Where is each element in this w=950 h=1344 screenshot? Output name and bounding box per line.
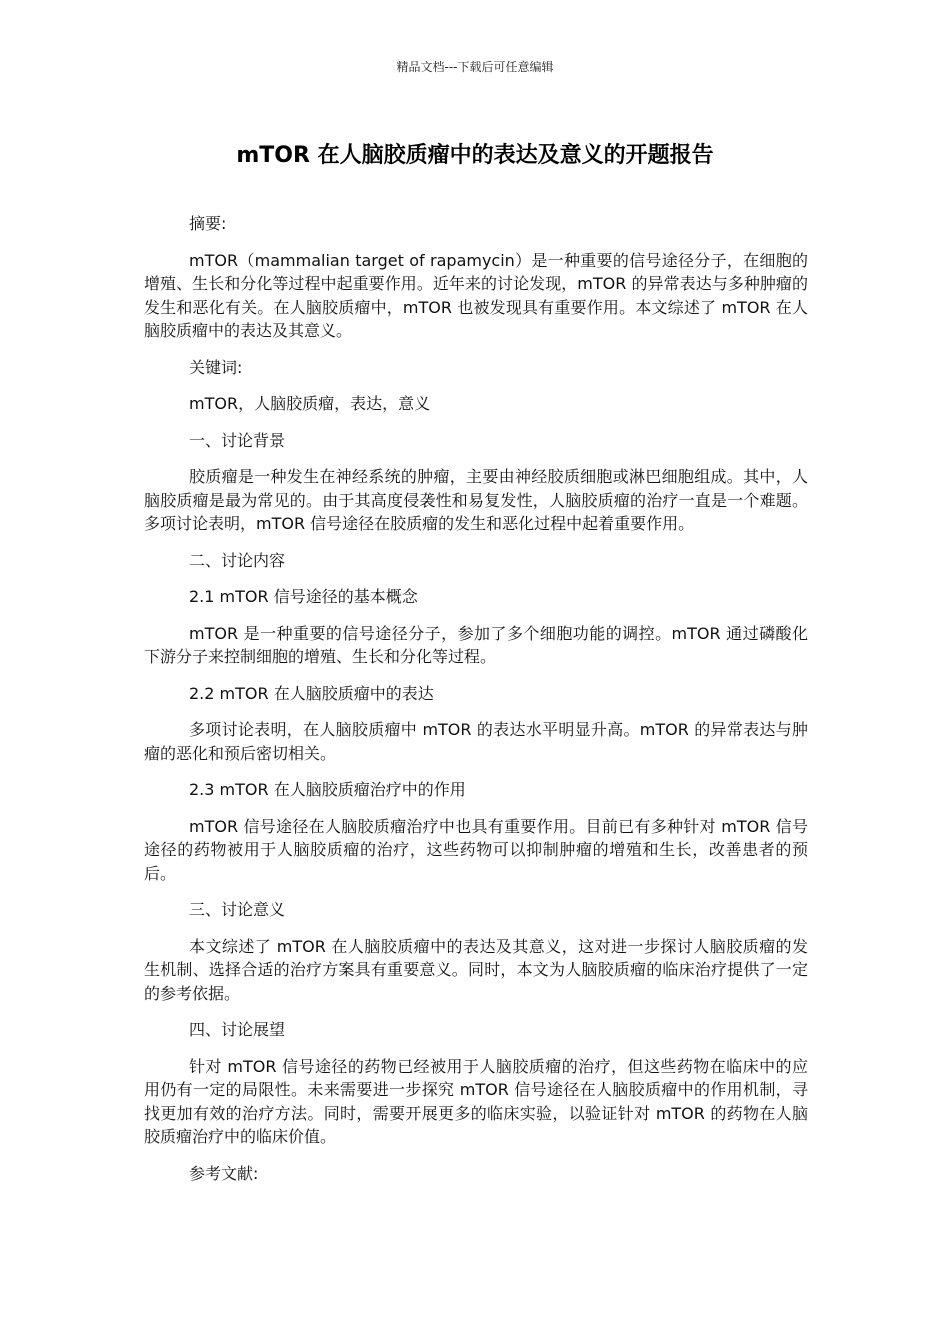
document-body (144, 212, 808, 1198)
keywords-label: 关键词: (189, 357, 243, 377)
keywords-text: mTOR，人脑胶质瘤，表达，意义 (189, 394, 431, 413)
section-heading-content: 二、讨论内容 (189, 550, 286, 570)
document-title: mTOR 在人脑胶质瘤中的表达及意义的开题报告 (236, 143, 714, 168)
section-paragraph-background: 胶质瘤是一种发生在神经系统的肿瘤，主要由神经胶质细胞或淋巴细胞组成。其中，人脑胶质瘤是最为常见的。由于其高度侵袭性和易复发性，人脑胶质瘤的治疗一直是一个难题。多项讨论表明，mTOR 信号途径在胶质瘤的发生和恶化过程中起着重要作用。 (144, 467, 808, 533)
abstract-paragraph: mTOR（mammalian target of rapamycin）是一种重要的信号途径分子，在细胞的增殖、生长和分化等过程中起重要作用。近年来的讨论发现，mTOR 的异常表达与多种肿瘤的发生和恶化有关。在人脑胶质瘤中，mTOR 也被发现具有重要作用。本文综述了 mTOR 在人脑胶质瘤中的表达及其意义。 (144, 250, 808, 340)
section-heading-background: 一、讨论背景 (189, 430, 286, 450)
subsection-paragraph-2-1: mTOR 是一种重要的信号途径分子，参加了多个细胞功能的调控。mTOR 通过磷酸化下游分子来控制细胞的增殖、生长和分化等过程。 (144, 623, 808, 666)
section-heading-significance: 三、讨论意义 (189, 900, 286, 919)
subsection-heading-2-1: 2.1 mTOR 信号途径的基本概念 (189, 587, 418, 606)
subsection-heading-2-2: 2.2 mTOR 在人脑胶质瘤中的表达 (189, 683, 434, 703)
subsection-paragraph-2-3: mTOR 信号途径在人脑胶质瘤治疗中也具有重要作用。目前已有多种针对 mTOR 信号途径的药物被用于人脑胶质瘤的治疗，这些药物可以抑制肿瘤的增殖和生长，改善患者的预后。 (144, 816, 808, 883)
abstract-label: 摘要: (189, 214, 227, 233)
page-header-note: 精品文档---下载后可任意编辑 (396, 60, 554, 74)
section-paragraph-significance: 本文综述了 mTOR 在人脑胶质瘤中的表达及其意义，这对进一步探讨人脑胶质瘤的发生机制、选择合适的治疗方案具有重要意义。同时，本文为人脑胶质瘤的临床治疗提供了一定的参考依据。 (144, 936, 808, 1003)
section-paragraph-outlook: 针对 mTOR 信号途径的药物已经被用于人脑胶质瘤的治疗，但这些药物在临床中的应用仍有一定的局限性。未来需要进一步探究 mTOR 信号途径在人脑胶质瘤中的作用机制，寻找更加有效的治疗方法。同时，需要开展更多的临床实验，以验证针对 mTOR 的药物在人脑胶质瘤治疗中的临床价值。 (144, 1056, 808, 1146)
section-heading-outlook: 四、讨论展望 (189, 1020, 286, 1039)
references-label: 参考文献: (189, 1163, 259, 1183)
subsection-heading-2-3: 2.3 mTOR 在人脑胶质瘤治疗中的作用 (189, 780, 466, 799)
subsection-paragraph-2-2: 多项讨论表明，在人脑胶质瘤中 mTOR 的表达水平明显升高。mTOR 的异常表达与肿瘤的恶化和预后密切相关。 (144, 720, 808, 763)
